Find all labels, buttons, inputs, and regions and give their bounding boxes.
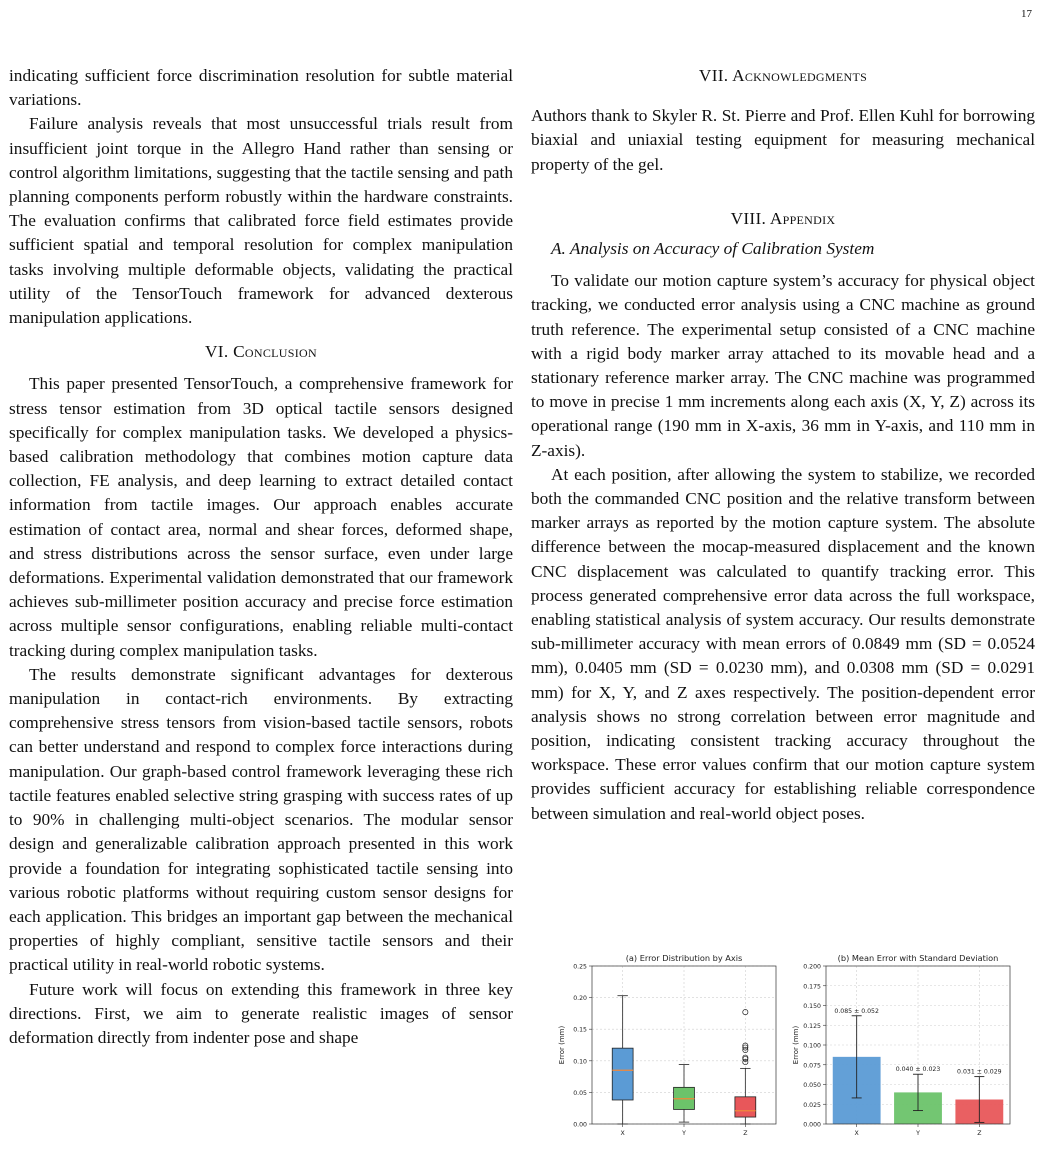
- page-number: 17: [1021, 8, 1032, 20]
- y-tick-label: 0.150: [803, 1003, 821, 1010]
- x-tick-label: X: [854, 1130, 859, 1137]
- x-tick-label: X: [620, 1130, 625, 1137]
- x-tick-label: Z: [743, 1130, 748, 1137]
- paragraph-continuation: indicating sufficient force discrimination resolution for subtle material variations.: [9, 66, 513, 110]
- y-tick-label: 0.20: [573, 995, 587, 1003]
- y-tick-label: 0.075: [803, 1062, 821, 1070]
- conclusion-heading: VI. Conclusion: [205, 342, 317, 362]
- y-tick-label: 0.25: [573, 963, 587, 971]
- chart-title: (b) Mean Error with Standard Deviation: [837, 953, 999, 963]
- paragraph-conclusion-2: The results demonstrate significant advantages for dexterous manipulation in contact-rich environments. By extracting comprehensive stress tensors from vision-based tactile sensors, robots can better understand and respond to complex force interactions during manipulation. Our graph-based control framework leveraging these rich tactile features enabled selective string grasping with success rates of up to 90% in challenging multi-object scenarios. The modular sensor design and generalizable calibration approach presented in this work provide a foundation for integrating sophisticated tactile sensing into various robotic platforms without requiring custom sensor designs for each application. This bridges an important gap between the mechanical properties of highly compliant, sensitive tactile sensors and their practical utility in real-world robotic systems.: [9, 664, 513, 975]
- chart-title: (a) Error Distribution by Axis: [625, 953, 743, 963]
- paragraph-conclusion-1: This paper presented TensorTouch, a comprehensive framework for stress tensor estimation from 3D optical tactile sensors designed specifically for complex manipulation tasks. We developed a physics-based calibration methodology that combines motion capture data collection, FE analysis, and deep learning to extract detailed contact information from tactile images. Our approach enables accurate estimation of contact area, normal and shear forces, deformed shape, and stress distributions across the sensor surface, even under large deformations. Experimental validation demonstrated that our framework achieves sub-millimeter position accuracy and precise force estimation across multiple sensor configurations, enabling reliable multi-contact tracking during complex manipulation tasks.: [9, 374, 513, 660]
- y-axis-label: Error (mm): [792, 1025, 800, 1065]
- bar-value-label: 0.031 ± 0.029: [957, 1068, 1002, 1076]
- box-iqr: [612, 1048, 633, 1100]
- y-axis-label: Error (mm): [558, 1025, 566, 1065]
- bar-group-y: [894, 1066, 942, 1124]
- x-tick-label: Y: [916, 1130, 920, 1137]
- y-tick-label: 0.050: [803, 1082, 821, 1089]
- box-x: [612, 996, 633, 1124]
- paragraph-future-work: Future work will focus on extending this framework in three key directions. First, we aim to generate realistic images of sensor deformation directly from indenter pose and shape: [9, 979, 513, 1047]
- y-tick-label: 0.10: [573, 1058, 587, 1066]
- figure-svg: [560, 950, 1032, 1166]
- right-column: [531, 64, 1035, 826]
- y-tick-label: 0.000: [803, 1121, 821, 1129]
- bar-group-z: [955, 1069, 1003, 1124]
- acknowledgments-heading: VII. Acknowledgments: [698, 66, 868, 85]
- box-iqr: [735, 1097, 756, 1117]
- paragraph-appendix-1: To validate our motion capture system’s accuracy for physical object tracking, we conducted error analysis using a CNC machine as ground truth reference. The experimental setup consisted of a CNC machine with a rigid body marker array attached to its movable head and a stationary reference marker array. The CNC machine was programmed to move in precise 1 mm increments along each axis (X, Y, Z) across its operational range (190 mm in X-axis, 36 mm in Y-axis, and 110 mm in Z-axis).: [531, 271, 1035, 460]
- bar-value-label: 0.085 ± 0.052: [834, 1007, 879, 1015]
- y-tick-label: 0.125: [803, 1022, 821, 1030]
- y-tick-label: 0.00: [573, 1121, 587, 1129]
- subsection-heading: A. Analysis on Accuracy of Calibration System: [551, 239, 875, 259]
- bar-value-label: 0.040 ± 0.023: [895, 1066, 941, 1074]
- x-tick-label: Y: [682, 1130, 686, 1137]
- calibration-error-figure: [560, 950, 1032, 1166]
- paragraph-acknowledgments: Authors thank to Skyler R. St. Pierre and Prof. Ellen Kuhl for borrowing biaxial and uniaxial testing equipment for measuring mechanical property of the gel.: [531, 106, 1035, 174]
- x-tick-label: Z: [977, 1130, 982, 1137]
- y-tick-label: 0.200: [803, 963, 821, 971]
- left-column: [9, 64, 513, 1050]
- y-tick-label: 0.100: [803, 1042, 821, 1050]
- appendix-heading: VIII. Appendix: [730, 208, 836, 228]
- y-tick-label: 0.175: [803, 983, 821, 991]
- paragraph-failure-analysis: Failure analysis reveals that most unsuccessful trials result from insufficient joint torque in the Allegro Hand rather than sensing or control algorithm limitations, suggesting that the tactile sensing and path planning components perform robustly within the hardware constraints. The evaluation confirms that calibrated force field estimates provide sufficient spatial and temporal resolution for complex manipulation tasks involving multiple deformable objects, validating the practical utility of the TensorTouch framework for advanced dexterous manipulation applications.: [9, 114, 513, 328]
- y-tick-label: 0.025: [803, 1101, 821, 1109]
- box-y: [674, 1065, 695, 1123]
- y-tick-label: 0.05: [573, 1089, 587, 1097]
- y-tick-label: 0.15: [573, 1026, 587, 1034]
- paragraph-appendix-2: At each position, after allowing the system to stabilize, we recorded both the commanded CNC position and the relative transform between marker arrays as reported by the motion capture system. The absolute difference between the mocap-measured displacement and the known CNC displacement was calculated to quantify tracking error. This process generated comprehensive error data across the full workspace, enabling statistical analysis of system accuracy. Our results demonstrate sub-millimeter accuracy with mean errors of 0.0849 mm (SD = 0.0524 mm), 0.0405 mm (SD = 0.0230 mm), and 0.0308 mm (SD = 0.0291 mm) for X, Y, and Z axes respectively. The position-dependent error analysis shows no strong correlation between error magnitude and position, indicating consistent tracking accuracy throughout the workspace. These error values confirm that our motion capture system provides sufficient accuracy for establishing reliable correspondence between simulation and real-world object poses.: [531, 464, 1035, 823]
